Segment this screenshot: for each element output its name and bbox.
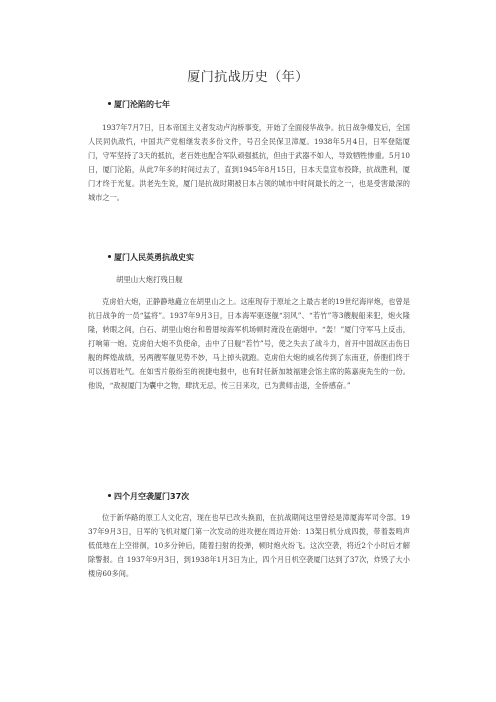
section-heading-text: 厦门沦陷的七年 xyxy=(114,100,170,109)
paragraph-resistance: 克虏伯大炮，正静静地矗立在胡里山之上。这座现存于原址之上最古老的19世纪海岸炮，也曾是抗日战争的一员“猛将”。1937年9月3日，日本海军驱逐舰“羽风”、“若竹”等3艘舰船来犯，炮火隆隆，转眼之间，白石、胡里山炮台和曾厝垵海军机场顿时淹没在硝烟中。“轰！”厦门守军马上反击，打响第一炮。克虏伯大炮不负使命，击中了日舰“若竹”号，使之失去了战斗力，首开中国战区击伤日舰的辉煌战绩，另两艘军舰见势不妙，马上掉头就跑。克虏伯大炮的威名传到了东南亚，侨胞们终于可以扬眉吐气。在如雪片般纷至的祝捷电报中，也有时任新加坡福建会馆主席的陈嘉庚先生的一份。他说，“敌视厦门为囊中之物，肆扰无忌，传三日来攻，已为黄师击退，全侨感奋。” xyxy=(88,297,410,390)
section-heading-text: 厦门人民英勇抗战史实 xyxy=(114,253,194,262)
section-heading-text: 四个月空袭厦门37次 xyxy=(114,492,190,501)
section-subtitle: 胡里山大炮打残日舰 xyxy=(116,275,183,284)
bullet-icon xyxy=(108,494,111,497)
section-heading-air-raids xyxy=(108,491,189,502)
section-heading-occupation xyxy=(108,99,170,110)
paragraph-air-raids: 位于新华路的原工人文化宫，现在也早已改头换面，在抗战期间这里曾经是漳厦海军司令部。1937年9月3日，日军的飞机对厦门第一次发动的进攻便在周边开始：13架日机分成四拨，带着轰鸣声低低地在上空徘徊，10多分钟后，随着扫射的投弹，顿时炮火纷飞。这次空袭，将近2个小时后才解除警报。自 1937年9月3日，到1938年1月3日为止，四个月日机空袭厦门达到了37次，炸毁了大小楼房60多间。 xyxy=(88,513,410,578)
section-heading-resistance xyxy=(108,252,194,263)
bullet-icon xyxy=(108,255,111,258)
document-title: 厦门抗战历史（年） xyxy=(187,70,309,85)
paragraph-occupation: 1937年7月7日，日本帝国主义者发动卢沟桥事变，开始了全面侵华战争。抗日战争爆发后，全国人民同仇敌忾，中国共产党相继发表多份文件，号召全民保卫漳厦。1938年5月4日，日军登陆厦门，守军坚持了3天的抵抗，老百姓也配合军队顽强抵抗，但由于武器不如人，导致牺牲惨重。5月10日，厦门沦陷，从此7年多的时间过去了，直到1945年8月15日，日本天皇宣布投降，抗战胜利，厦门才终于光复。洪老先生说，厦门是抗战时期被日本占领的城市中时间最长的之一，也是受害最深的城市之一。 xyxy=(88,123,410,202)
bullet-icon xyxy=(108,102,111,105)
